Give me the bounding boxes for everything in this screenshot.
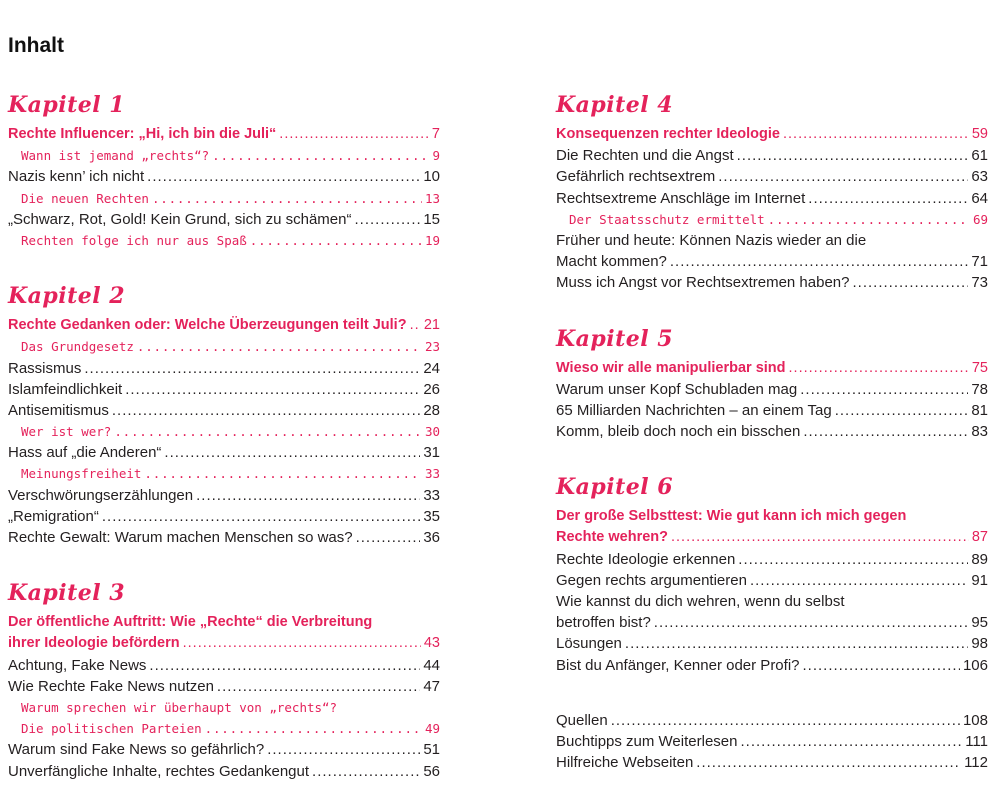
toc-entry-title: Rassismus — [8, 359, 82, 377]
toc-dot-leader — [112, 400, 420, 421]
toc-entry[interactable] — [556, 633, 988, 654]
toc-page-number: 7 — [431, 126, 440, 142]
toc-entry-first-line: Früher und heute: Können Nazis wieder an die — [556, 231, 867, 249]
toc-page-number: 33 — [423, 486, 440, 504]
toc-entry[interactable] — [8, 676, 440, 697]
toc-entry[interactable] — [556, 731, 988, 752]
chapter-gap — [8, 257, 440, 281]
toc-page-number: 35 — [423, 507, 440, 525]
toc-dot-leader — [279, 124, 429, 145]
toc-dot-leader — [789, 358, 969, 379]
toc-page-number: 98 — [971, 635, 988, 653]
toc-entry-title: Bist du Anfänger, Kenner oder Profi? — [556, 656, 800, 674]
toc-dot-leader — [670, 251, 968, 272]
toc-entry-title: Islamfeindlichkeit — [8, 380, 123, 398]
toc-page-number: 36 — [423, 529, 440, 546]
toc-entry[interactable] — [556, 527, 988, 548]
toc-entry[interactable] — [8, 358, 440, 379]
toc-page-number: 56 — [423, 762, 440, 780]
toc-dot-leader — [217, 676, 420, 697]
toc-page-number: 15 — [423, 210, 440, 228]
toc-entry[interactable] — [8, 761, 440, 782]
toc-entry-first-line: Der öffentliche Auftritt: Wie „Rechte“ die Verbreitung — [8, 614, 373, 631]
toc-dot-leader — [410, 315, 421, 336]
toc-dot-leader — [267, 739, 420, 760]
toc-entry-title: Rechte Gedanken oder: Welche Überzeugungen teilt Juli? — [8, 317, 407, 334]
toc-entry[interactable] — [8, 463, 440, 484]
toc-entry[interactable] — [8, 315, 440, 336]
toc-dot-leader — [654, 612, 969, 633]
toc-entry-title: ihrer Ideologie befördern — [8, 635, 180, 652]
toc-dot-leader — [852, 272, 968, 293]
toc-entry-title: Gegen rechts argumentieren — [556, 571, 747, 589]
toc-dot-leader — [740, 731, 962, 752]
toc-entry[interactable] — [8, 506, 440, 527]
toc-page-number: 89 — [971, 550, 988, 568]
toc-entry-title: Macht kommen? — [556, 253, 667, 271]
toc-page-number: 24 — [423, 359, 440, 377]
chapter-title: Kapitel 5 — [556, 325, 674, 352]
toc-dot-leader — [354, 209, 420, 230]
toc-dot-leader — [164, 442, 420, 463]
toc-entry-title: Rechte Influencer: „Hi, ich bin die Juli“ — [8, 126, 277, 142]
toc-page-number: 59 — [971, 126, 988, 142]
toc-dot-leader — [803, 655, 960, 676]
toc-dot-leader — [750, 570, 968, 591]
toc-entry[interactable] — [556, 549, 988, 570]
toc-dot-leader — [671, 527, 969, 548]
toc-entry-title: Antisemitismus — [8, 401, 109, 419]
toc-page-number: 73 — [971, 274, 988, 292]
toc-entry[interactable] — [8, 166, 440, 187]
chapter-title: Kapitel 2 — [8, 283, 126, 310]
chapter-gap — [556, 300, 988, 324]
chapter-block — [556, 472, 988, 676]
toc-entry[interactable] — [8, 209, 440, 230]
toc-entry[interactable] — [8, 421, 440, 442]
toc-dot-leader — [212, 145, 429, 166]
chapter-title: Kapitel 4 — [556, 92, 674, 118]
toc-entry-title: Wann ist jemand „rechts“? — [21, 148, 210, 164]
toc-dot-leader — [137, 336, 422, 357]
toc-entry-title: Lösungen — [556, 635, 622, 653]
toc-dot-leader — [718, 166, 968, 187]
toc-entry[interactable] — [8, 442, 440, 463]
toc-page-number: 111 — [965, 732, 988, 750]
toc-entry-title: Der Staatsschutz ermittelt — [569, 211, 765, 227]
chapter-block — [556, 324, 988, 443]
toc-entry-title: Hilfreiche Webseiten — [556, 754, 694, 772]
toc-page-number: 51 — [423, 741, 440, 759]
chapter-title: Kapitel 6 — [556, 474, 674, 501]
toc-page-number: 95 — [971, 614, 988, 632]
toc-entry[interactable] — [556, 710, 988, 731]
toc-page-number: 78 — [971, 380, 988, 398]
toc-page-number: 30 — [424, 424, 440, 440]
toc-dot-leader — [768, 209, 970, 230]
toc-entry-title: Rechte Ideologie erkennen — [556, 550, 736, 568]
toc-page-number: 87 — [971, 529, 988, 546]
toc-entry[interactable] — [8, 718, 440, 739]
chapter-block — [8, 90, 440, 251]
toc-entry-title: Konsequenzen rechter Ideologie — [556, 126, 780, 142]
chapter-block — [8, 281, 440, 548]
toc-page-number: 112 — [964, 754, 988, 772]
toc-entry[interactable] — [556, 752, 988, 773]
toc-entry-first-line: Der große Selbsttest: Wie gut kann ich mich gegen — [556, 508, 907, 525]
toc-entry[interactable] — [556, 358, 988, 379]
toc-entry-title: Wer ist wer? — [21, 424, 112, 440]
toc-entry-title: Wieso wir alle manipulierbar sind — [556, 359, 786, 376]
toc-entry-title: betroffen bist? — [556, 614, 651, 632]
toc-entry[interactable] — [556, 570, 988, 591]
toc-page-number: 33 — [424, 466, 440, 482]
toc-page-number: 19 — [424, 232, 440, 248]
toc-entry[interactable] — [8, 145, 440, 166]
toc-entry-title: Rechte Gewalt: Warum machen Menschen so was? — [8, 529, 353, 546]
chapter-block — [8, 578, 440, 782]
toc-entry-title: Gefährlich rechtsextrem — [556, 168, 716, 186]
toc-entry-title: Die politischen Parteien — [21, 721, 202, 737]
toc-page-number: 28 — [423, 401, 440, 419]
toc-page-number: 47 — [423, 677, 440, 695]
toc-entry-title: Nazis kenn’ ich nicht — [8, 168, 145, 186]
toc-entry[interactable] — [8, 485, 440, 506]
toc-page-number: 81 — [971, 401, 988, 419]
toc-dot-leader — [808, 188, 968, 209]
toc-dot-leader — [149, 655, 420, 676]
appendix-block — [556, 710, 988, 774]
toc-entry[interactable] — [556, 655, 988, 676]
toc-entry[interactable] — [556, 124, 988, 145]
toc-right-column — [556, 90, 988, 773]
toc-dot-leader — [196, 485, 420, 506]
toc-entry-title: Rechtsextreme Anschläge im Internet — [556, 189, 806, 207]
toc-dot-leader — [800, 379, 968, 400]
toc-page-number: 26 — [423, 380, 440, 398]
toc-entry-title: Rechte wehren? — [556, 529, 668, 546]
toc-entry-first-line: Wie kannst du dich wehren, wenn du selbst — [556, 593, 845, 610]
toc-entry[interactable] — [8, 633, 440, 654]
toc-entry[interactable] — [556, 612, 988, 633]
toc-entry-title: Unverfängliche Inhalte, rechtes Gedankengut — [8, 762, 310, 780]
toc-entry-title: Die Rechten und die Angst — [556, 147, 734, 165]
toc-page-number: 44 — [423, 656, 440, 674]
toc-dot-leader — [114, 421, 422, 442]
toc-page-number: 21 — [423, 317, 440, 334]
toc-dot-leader — [147, 166, 420, 187]
toc-page-number: 49 — [424, 721, 440, 737]
toc-page-number: 43 — [423, 635, 440, 652]
toc-page-number: 31 — [423, 444, 440, 462]
toc-entry-title: Verschwörungserzählungen — [8, 486, 194, 504]
toc-entry[interactable] — [8, 739, 440, 760]
toc-page-number: 61 — [971, 147, 988, 165]
toc-entry[interactable] — [8, 188, 440, 209]
toc-entry-title: Das Grundgesetz — [21, 339, 134, 355]
toc-entry[interactable] — [556, 379, 988, 400]
toc-entry[interactable] — [8, 124, 440, 145]
toc-entry[interactable] — [556, 421, 988, 442]
toc-entry-title: „Remigration“ — [8, 507, 99, 525]
toc-entry-title: Muss ich Angst vor Rechtsextremen haben? — [556, 274, 850, 292]
chapter-title: Kapitel 3 — [8, 580, 126, 607]
toc-entry[interactable] — [556, 145, 988, 166]
page-title: Inhalt — [8, 34, 64, 57]
toc-dot-leader — [738, 549, 968, 570]
toc-dot-leader — [250, 230, 422, 251]
toc-dot-leader — [125, 379, 420, 400]
toc-entry-title: Warum unser Kopf Schubladen mag — [556, 380, 798, 398]
toc-entry-title: Wie Rechte Fake News nutzen — [8, 677, 214, 695]
toc-page-number: 69 — [972, 211, 988, 227]
toc-page-number: 71 — [971, 253, 988, 271]
toc-entry[interactable] — [8, 527, 440, 548]
toc-dot-leader — [205, 718, 422, 739]
toc-entry[interactable] — [8, 336, 440, 357]
toc-entry[interactable] — [8, 379, 440, 400]
toc-entry-title: Die neuen Rechten — [21, 190, 149, 206]
toc-dot-leader — [183, 633, 421, 654]
toc-entry-title: Hass auf „die Anderen“ — [8, 444, 162, 462]
toc-entry-title: Warum sind Fake News so gefährlich? — [8, 741, 265, 759]
toc-page-number: 10 — [423, 168, 440, 186]
toc-page-number: 91 — [971, 571, 988, 589]
toc-dot-leader — [783, 124, 969, 145]
toc-entry[interactable] — [8, 655, 440, 676]
toc-dot-leader — [144, 463, 422, 484]
toc-entry-title: Rechten folge ich nur aus Spaß — [21, 232, 247, 248]
toc-dot-leader — [737, 145, 969, 166]
toc-dot-leader — [102, 506, 420, 527]
toc-dot-leader — [803, 421, 968, 442]
toc-page-number: 13 — [424, 190, 440, 206]
toc-page-number: 9 — [432, 148, 440, 164]
toc-entry-title: 65 Milliarden Nachrichten – an einem Tag — [556, 401, 832, 419]
toc-dot-leader — [611, 710, 960, 731]
toc-dot-leader — [152, 188, 422, 209]
toc-entry[interactable] — [8, 230, 440, 251]
toc-entry-title: Achtung, Fake News — [8, 656, 147, 674]
toc-page-number: 64 — [971, 189, 988, 207]
toc-entry-title: Quellen — [556, 711, 608, 729]
toc-entry[interactable] — [556, 272, 988, 293]
toc-dot-leader — [625, 633, 968, 654]
toc-entry[interactable] — [556, 209, 988, 230]
toc-dot-leader — [312, 761, 420, 782]
chapter-block — [556, 90, 988, 294]
toc-entry-title: Komm, bleib doch noch ein bisschen — [556, 423, 801, 441]
chapter-gap — [556, 448, 988, 472]
toc-left-column — [8, 90, 440, 788]
chapter-title: Kapitel 1 — [8, 92, 126, 118]
toc-dot-leader — [835, 400, 969, 421]
toc-entry[interactable] — [8, 400, 440, 421]
toc-page-number: 75 — [971, 359, 988, 376]
toc-page-number: 63 — [971, 168, 988, 186]
toc-entry-title: „Schwarz, Rot, Gold! Kein Grund, sich zu schämen“ — [8, 210, 352, 228]
toc-dot-leader — [356, 527, 421, 548]
chapter-gap — [8, 554, 440, 578]
toc-entry[interactable] — [556, 400, 988, 421]
toc-entry[interactable] — [556, 166, 988, 187]
toc-entry-title: Buchtipps zum Weiterlesen — [556, 732, 738, 750]
toc-page-number: 23 — [424, 339, 440, 355]
toc-entry[interactable] — [556, 251, 988, 272]
toc-page-number: 83 — [971, 423, 988, 441]
toc-dot-leader — [696, 752, 961, 773]
toc-page-number: 106 — [962, 656, 988, 674]
toc-page-number: 108 — [962, 711, 988, 729]
toc-entry-first-line: Warum sprechen wir überhaupt von „rechts“? — [21, 699, 338, 715]
toc-entry-title: Meinungsfreiheit — [21, 466, 142, 482]
toc-dot-leader — [84, 358, 420, 379]
toc-entry[interactable] — [556, 188, 988, 209]
